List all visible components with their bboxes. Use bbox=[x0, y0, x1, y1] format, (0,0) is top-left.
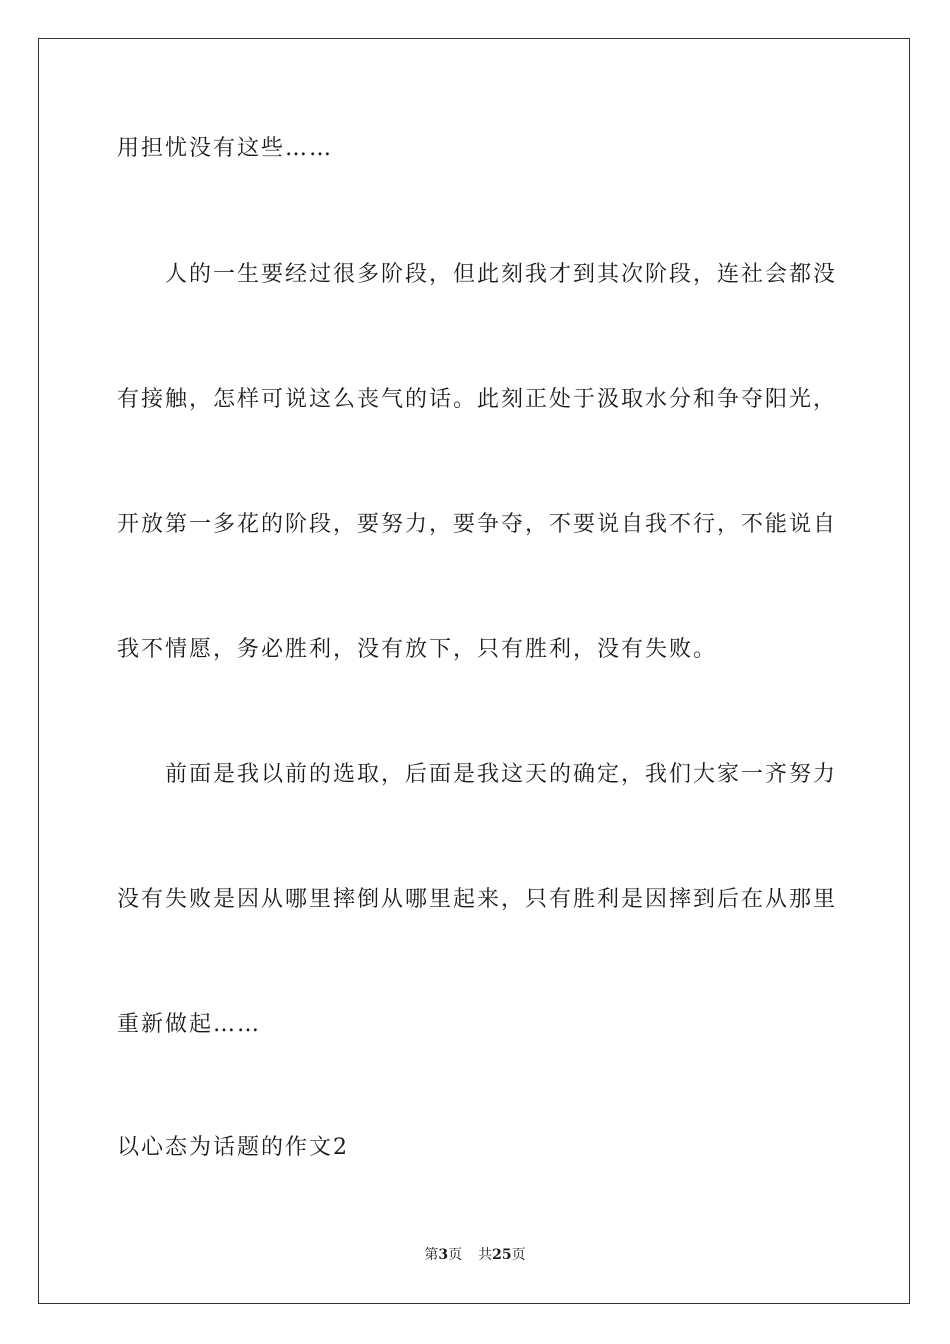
paragraph-line: 有接触，怎样可说这么丧气的话。此刻正处于汲取水分和争夺阳光， bbox=[117, 387, 838, 412]
paragraph-line: 开放第一多花的阶段，要努力，要争夺，不要说自我不行，不能说自 bbox=[117, 512, 838, 537]
paragraph-line: 前面是我以前的选取，后面是我这天的确定，我们大家一齐努力 bbox=[165, 762, 838, 787]
paragraph-line: 没有失败是因从哪里摔倒从哪里起来，只有胜利是因摔到后在从那里 bbox=[117, 887, 838, 912]
page-prefix: 第 bbox=[424, 1247, 439, 1263]
paragraph-line: 用担忧没有这些…… bbox=[117, 136, 334, 161]
paragraph-line: 重新做起…… bbox=[117, 1012, 262, 1037]
page-suffix: 页 bbox=[448, 1247, 463, 1263]
paragraph-line: 人的一生要经过很多阶段，但此刻我才到其次阶段，连社会都没 bbox=[165, 262, 838, 287]
total-page-count: 25 bbox=[492, 1247, 512, 1263]
page-footer bbox=[0, 1245, 950, 1265]
total-suffix: 页 bbox=[511, 1247, 526, 1263]
paragraph-line: 我不情愿，务必胜利，没有放下，只有胜利，没有失败。 bbox=[117, 637, 718, 662]
section-heading: 以心态为话题的作文2 bbox=[117, 1135, 349, 1160]
page-border bbox=[38, 38, 910, 1304]
current-page-number: 3 bbox=[438, 1247, 449, 1263]
total-prefix: 共 bbox=[478, 1247, 493, 1263]
